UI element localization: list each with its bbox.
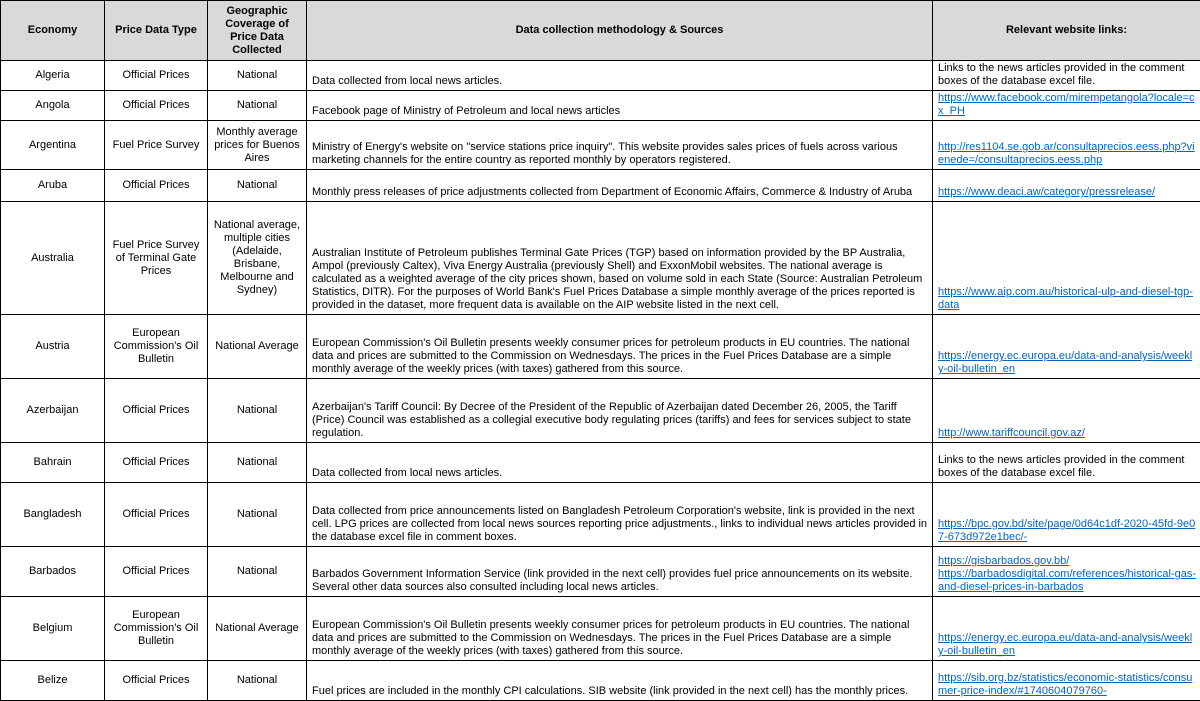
price-data-type-cell: Fuel Price Survey of Terminal Gate Prices [105, 202, 208, 315]
links-cell [933, 61, 1200, 91]
links-cell[interactable] [933, 315, 1200, 379]
table-row [1, 202, 1200, 315]
links-cell[interactable] [933, 91, 1200, 121]
methodology-cell [307, 91, 933, 121]
methodology-text: European Commission's Oil Bulletin presents weekly consumer prices for petroleum products in EU countries. The national data and prices are submitted to the Commission on Wednesdays. The prices in the Fuel Prices Database are a simple monthly average of the weekly prices (with taxes) gathered from this source. [312, 619, 928, 658]
table-row [1, 315, 1200, 379]
table-row [1, 121, 1200, 170]
website-link[interactable]: https://gisbarbados.gov.bb/ [938, 555, 1196, 568]
links-cell[interactable] [933, 379, 1200, 443]
table-body [1, 61, 1200, 701]
links-note: Links to the news articles provided in the comment boxes of the database excel file. [938, 454, 1196, 480]
economy-cell: Belgium [1, 597, 105, 661]
methodology-cell [307, 379, 933, 443]
price-data-type-cell: Official Prices [105, 170, 208, 202]
economy-cell: Belize [1, 661, 105, 701]
links-cell[interactable] [933, 483, 1200, 547]
links-note: Links to the news articles provided in the comment boxes of the database excel file. [938, 62, 1196, 88]
coverage-cell: National [208, 170, 307, 202]
links-cell[interactable] [933, 547, 1200, 597]
methodology-cell [307, 483, 933, 547]
price-data-type-cell: European Commission's Oil Bulletin [105, 597, 208, 661]
links-cell [933, 443, 1200, 483]
price-data-type-cell: Official Prices [105, 547, 208, 597]
methodology-cell [307, 202, 933, 315]
methodology-text: Data collected from price announcements listed on Bangladesh Petroleum Corporation's website, link is provided in the next cell. LPG prices are collected from local news sources reporting price adjustments., links to individual news articles provided in the database excel file in comment boxes. [312, 505, 928, 544]
methodology-text: Australian Institute of Petroleum publishes Terminal Gate Prices (TGP) based on information provided by the BP Australia, Ampol (previously Caltex), Viva Energy Australia (previously Shell) and ExxonMobil websites. The national average is calculated as a weighted average of the city prices shown, based on volume sold in each State (Source: Australian Petroleum Statistics, DITR). For the purposes of World Bank's Fuel Prices Database a simple monthly average of the prices reported is provided in the dataset, more frequent data is available on the AIP website listed in the next cell. [312, 247, 928, 312]
methodology-cell [307, 661, 933, 701]
header-row [1, 1, 1200, 61]
table-row [1, 61, 1200, 91]
table-row [1, 443, 1200, 483]
coverage-cell: National [208, 379, 307, 443]
coverage-cell: National [208, 483, 307, 547]
website-link[interactable]: https://energy.ec.europa.eu/data-and-analysis/weekly-oil-bulletin_en [938, 350, 1196, 376]
methodology-cell [307, 315, 933, 379]
methodology-text: Barbados Government Information Service (link provided in the next cell) provides fuel price announcements on its website. Several other data sources also consulted including local news articles. [312, 568, 928, 594]
economy-cell: Aruba [1, 170, 105, 202]
header-economy: Economy [1, 1, 105, 61]
methodology-cell [307, 443, 933, 483]
methodology-text: Azerbaijan's Tariff Council: By Decree of the President of the Republic of Azerbaijan dated December 26, 2005, the Tariff (Price) Council was established as a collegial executive body regulating prices (tariffs) and fees for services subject to state regulation. [312, 401, 928, 440]
economy-cell: Austria [1, 315, 105, 379]
table-row [1, 483, 1200, 547]
coverage-cell: National [208, 547, 307, 597]
links-cell[interactable] [933, 597, 1200, 661]
header-price-data-type: Price Data Type [105, 1, 208, 61]
economy-cell: Argentina [1, 121, 105, 170]
coverage-cell: National Average [208, 597, 307, 661]
coverage-cell: National [208, 661, 307, 701]
methodology-text: Data collected from local news articles. [312, 467, 928, 480]
economy-cell: Bahrain [1, 443, 105, 483]
website-link[interactable]: https://www.aip.com.au/historical-ulp-and-diesel-tgp-data [938, 286, 1196, 312]
links-cell[interactable] [933, 661, 1200, 701]
price-data-type-cell: Official Prices [105, 661, 208, 701]
economy-cell: Azerbaijan [1, 379, 105, 443]
links-cell[interactable] [933, 121, 1200, 170]
website-link[interactable]: https://sib.org.bz/statistics/economic-statistics/consumer-price-index/#1740604079760- [938, 672, 1196, 698]
table-row [1, 597, 1200, 661]
table-row [1, 661, 1200, 701]
price-data-type-cell: Fuel Price Survey [105, 121, 208, 170]
methodology-cell [307, 547, 933, 597]
header-methodology: Data collection methodology & Sources [307, 1, 933, 61]
methodology-cell [307, 61, 933, 91]
methodology-cell [307, 121, 933, 170]
website-link[interactable]: https://energy.ec.europa.eu/data-and-analysis/weekly-oil-bulletin_en [938, 632, 1196, 658]
economy-cell: Australia [1, 202, 105, 315]
methodology-text: Ministry of Energy's website on "service stations price inquiry". This website provides sales prices of fuels across various marketing channels for the entire country as reported monthly by operators registered. [312, 141, 928, 167]
table-row [1, 91, 1200, 121]
table-row [1, 379, 1200, 443]
header-relevant-links: Relevant website links: [933, 1, 1200, 61]
price-data-type-cell: Official Prices [105, 379, 208, 443]
price-data-type-cell: Official Prices [105, 483, 208, 547]
price-data-type-cell: Official Prices [105, 61, 208, 91]
methodology-text: European Commission's Oil Bulletin presents weekly consumer prices for petroleum products in EU countries. The national data and prices are submitted to the Commission on Wednesdays. The prices in the Fuel Prices Database are a simple monthly average of the weekly prices (with taxes) gathered from this source. [312, 337, 928, 376]
economy-cell: Barbados [1, 547, 105, 597]
website-link[interactable]: https://barbadosdigital.com/references/historical-gas-and-diesel-prices-in-barbados [938, 568, 1196, 594]
website-link[interactable]: http://res1104.se.gob.ar/consultaprecios.eess.php?vienede=/consultaprecios.eess.php [938, 141, 1196, 167]
website-link[interactable]: https://www.deaci.aw/category/pressrelease/ [938, 186, 1196, 199]
website-link[interactable]: http://www.tariffcouncil.gov.az/ [938, 427, 1196, 440]
methodology-cell [307, 170, 933, 202]
economy-cell: Bangladesh [1, 483, 105, 547]
methodology-text: Fuel prices are included in the monthly CPI calculations. SIB website (link provided in the next cell) has the monthly prices. [312, 685, 928, 698]
table-row [1, 547, 1200, 597]
links-cell[interactable] [933, 202, 1200, 315]
coverage-cell: National [208, 443, 307, 483]
links-cell[interactable] [933, 170, 1200, 202]
coverage-cell: Monthly average prices for Buenos Aires [208, 121, 307, 170]
header-geographic-coverage: Geographic Coverage of Price Data Collected [208, 1, 307, 61]
economy-cell: Angola [1, 91, 105, 121]
methodology-cell [307, 597, 933, 661]
coverage-cell: National [208, 91, 307, 121]
price-data-type-cell: Official Prices [105, 443, 208, 483]
price-data-type-cell: Official Prices [105, 91, 208, 121]
methodology-text: Monthly press releases of price adjustments collected from Department of Economic Affairs, Commerce & Industry of Aruba [312, 186, 928, 199]
coverage-cell: National average, multiple cities (Adelaide, Brisbane, Melbourne and Sydney) [208, 202, 307, 315]
table-row [1, 170, 1200, 202]
price-data-type-cell: European Commission's Oil Bulletin [105, 315, 208, 379]
website-link[interactable]: https://bpc.gov.bd/site/page/0d64c1df-2020-45fd-9e07-673d972e1bec/- [938, 518, 1196, 544]
website-link[interactable]: https://www.facebook.com/mirempetangola?locale=cx_PH [938, 92, 1196, 118]
coverage-cell: National [208, 61, 307, 91]
methodology-text: Data collected from local news articles. [312, 75, 928, 88]
methodology-text: Facebook page of Ministry of Petroleum and local news articles [312, 105, 928, 118]
economy-cell: Algeria [1, 61, 105, 91]
coverage-cell: National Average [208, 315, 307, 379]
